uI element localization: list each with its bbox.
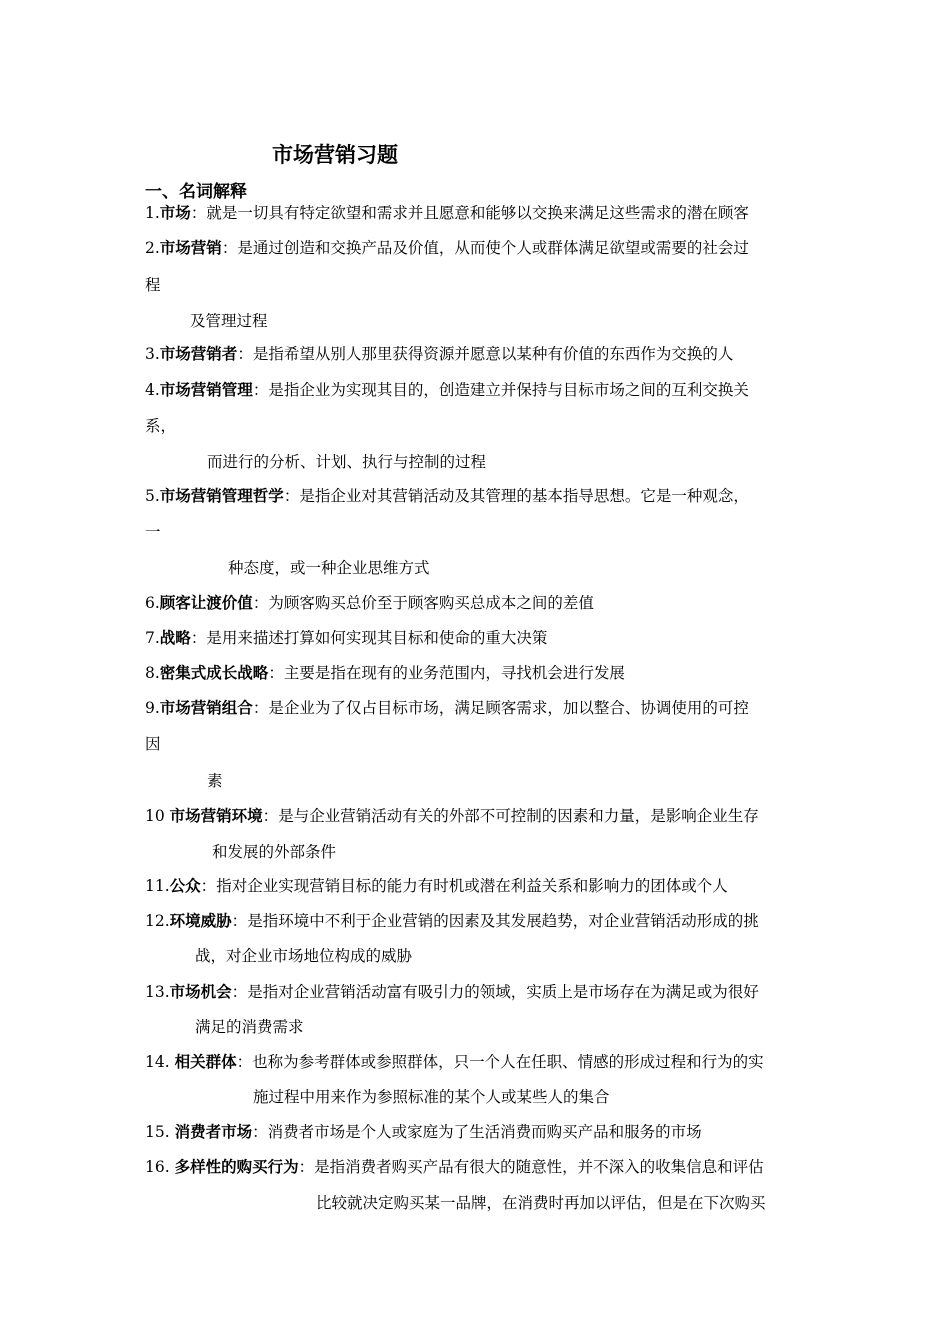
definition-continuation: 种态度，或一种企业思维方式 — [228, 559, 430, 577]
entry-term: 顾客让渡价值 — [159, 594, 253, 612]
entry-term: 消费者市场 — [174, 1123, 253, 1141]
definition-continuation: 及管理过程 — [190, 312, 268, 330]
entry-term: 市场营销 — [159, 239, 222, 257]
definition-entry — [145, 380, 749, 400]
page-title: 市场营销习题 — [272, 143, 398, 167]
entry-term: 市场 — [159, 204, 191, 222]
entry-number: 10 — [145, 807, 170, 825]
definition-continuation: 和发展的外部条件 — [212, 843, 337, 861]
definition-entry — [145, 628, 547, 648]
entry-term: 多样性的购买行为 — [174, 1158, 299, 1176]
entry-colon: ： — [221, 239, 238, 257]
entry-definition: 是指对企业营销活动富有吸引力的领域，实质上是市场存在为满足或为很好 — [247, 983, 759, 1001]
definition-continuation: 一 — [145, 523, 161, 541]
entry-definition: 为顾客购买总价至于顾客购买总成本之间的差值 — [268, 594, 594, 612]
entry-number: 4. — [145, 381, 160, 399]
entry-term: 环境威胁 — [169, 912, 232, 930]
definition-continuation: 因 — [145, 735, 161, 753]
entry-number: 11. — [145, 877, 170, 895]
entry-term: 相关群体 — [174, 1053, 237, 1071]
definition-entry — [145, 593, 594, 613]
entry-number: 8. — [145, 664, 160, 682]
entry-colon: ： — [252, 699, 269, 717]
entry-definition: 是企业为了仅占目标市场，满足顾客需求，加以整合、协调使用的可控 — [268, 699, 749, 717]
entry-definition: 消费者市场是个人或家庭为了生活消费而购买产品和服务的市场 — [267, 1123, 702, 1141]
entry-colon: ： — [283, 487, 300, 505]
entry-term: 市场机会 — [169, 983, 232, 1001]
entry-definition: 是指企业为实现其目的，创造建立并保持与目标市场之间的互利交换关 — [268, 381, 749, 399]
entry-term: 市场营销管理 — [159, 381, 253, 399]
entry-colon: ： — [262, 807, 279, 825]
definition-entry — [145, 982, 759, 1002]
entry-term: 市场营销者 — [159, 345, 238, 363]
definition-entry — [145, 238, 749, 258]
definition-entry — [145, 1122, 702, 1142]
entry-number: 15. — [145, 1123, 175, 1141]
section-heading: 一、名词解释 — [145, 182, 247, 202]
entry-definition: 也称为参考群体或参照群体，只一个人在任职、情感的形成过程和行为的实 — [252, 1053, 764, 1071]
definition-entry — [145, 486, 749, 506]
definition-continuation: 比较就决定购买某一品牌，在消费时再加以评估，但是在下次购买 — [316, 1194, 766, 1212]
entry-colon: ： — [190, 204, 207, 222]
entry-definition: 是与企业营销活动有关的外部不可控制的因素和力量，是影响企业生存 — [278, 807, 759, 825]
entry-definition: 是指消费者购买产品有很大的随意性，并不深入的收集信息和评估 — [314, 1158, 764, 1176]
entry-number: 2. — [145, 239, 160, 257]
entry-number: 16. — [145, 1158, 175, 1176]
entry-number: 14. — [145, 1053, 175, 1071]
entry-colon: ： — [231, 983, 248, 1001]
entry-colon: ： — [252, 1123, 268, 1141]
entry-colon: ： — [252, 594, 269, 612]
entry-colon: ： — [252, 381, 269, 399]
entry-term: 公众 — [169, 877, 201, 895]
definition-continuation: 战，对企业市场地位构成的威胁 — [195, 947, 413, 965]
entry-definition: 是指企业对其营销活动及其管理的基本指导思想。它是一种观念， — [299, 487, 749, 505]
entry-definition: 就是一切具有特定欲望和需求并且愿意和能够以交换来满足这些需求的潜在顾客 — [206, 204, 749, 222]
entry-term: 市场营销组合 — [159, 699, 253, 717]
entry-colon: ： — [190, 629, 207, 647]
entry-definition: 是指希望从别人那里获得资源并愿意以某种有价值的东西作为交换的人 — [252, 345, 734, 363]
definition-entry — [145, 344, 733, 364]
entry-term: 密集式成长战略 — [159, 664, 269, 682]
entry-colon: ： — [231, 912, 248, 930]
entry-colon: ： — [298, 1158, 315, 1176]
entry-number: 5. — [145, 487, 160, 505]
entry-number: 7. — [145, 629, 160, 647]
definition-continuation: 满足的消费需求 — [195, 1018, 304, 1036]
entry-colon: ： — [268, 664, 284, 682]
entry-number: 6. — [145, 594, 160, 612]
entry-number: 3. — [145, 345, 160, 363]
entry-number: 12. — [145, 912, 170, 930]
entry-number: 9. — [145, 699, 160, 717]
definition-entry — [145, 806, 759, 826]
definition-entry — [145, 1157, 764, 1177]
entry-term: 战略 — [159, 629, 191, 647]
definition-entry — [145, 1052, 764, 1072]
entry-definition: 是通过创造和交换产品及价值，从而使个人或群体满足欲望或需要的社会过 — [237, 239, 749, 257]
definition-entry — [145, 698, 749, 718]
entry-definition: 指对企业实现营销目标的能力有时机或潜在利益关系和影响力的团体或个人 — [216, 877, 728, 895]
entry-colon: ： — [237, 345, 253, 363]
entry-term: 市场营销环境 — [169, 807, 263, 825]
entry-number: 1. — [145, 204, 160, 222]
entry-definition: 主要是指在现有的业务范围内，寻找机会进行发展 — [283, 664, 625, 682]
definition-entry — [145, 663, 625, 683]
entry-colon: ： — [236, 1053, 253, 1071]
definition-continuation: 而进行的分析、计划、执行与控制的过程 — [207, 453, 487, 471]
entry-colon: ： — [200, 877, 217, 895]
definition-continuation: 素 — [207, 772, 223, 790]
entry-number: 13. — [145, 983, 170, 1001]
definition-continuation: 系， — [145, 417, 177, 435]
definition-entry — [145, 911, 759, 931]
entry-term: 市场营销管理哲学 — [159, 487, 284, 505]
entry-definition: 是用来描述打算如何实现其目标和使命的重大决策 — [206, 629, 548, 647]
definition-continuation: 施过程中用来作为参照标准的某个人或某些人的集合 — [253, 1088, 610, 1106]
entry-definition: 是指环境中不利于企业营销的因素及其发展趋势，对企业营销活动形成的挑 — [247, 912, 759, 930]
definition-entry — [145, 203, 749, 223]
definition-entry — [145, 876, 728, 896]
definition-continuation: 程 — [145, 276, 161, 294]
